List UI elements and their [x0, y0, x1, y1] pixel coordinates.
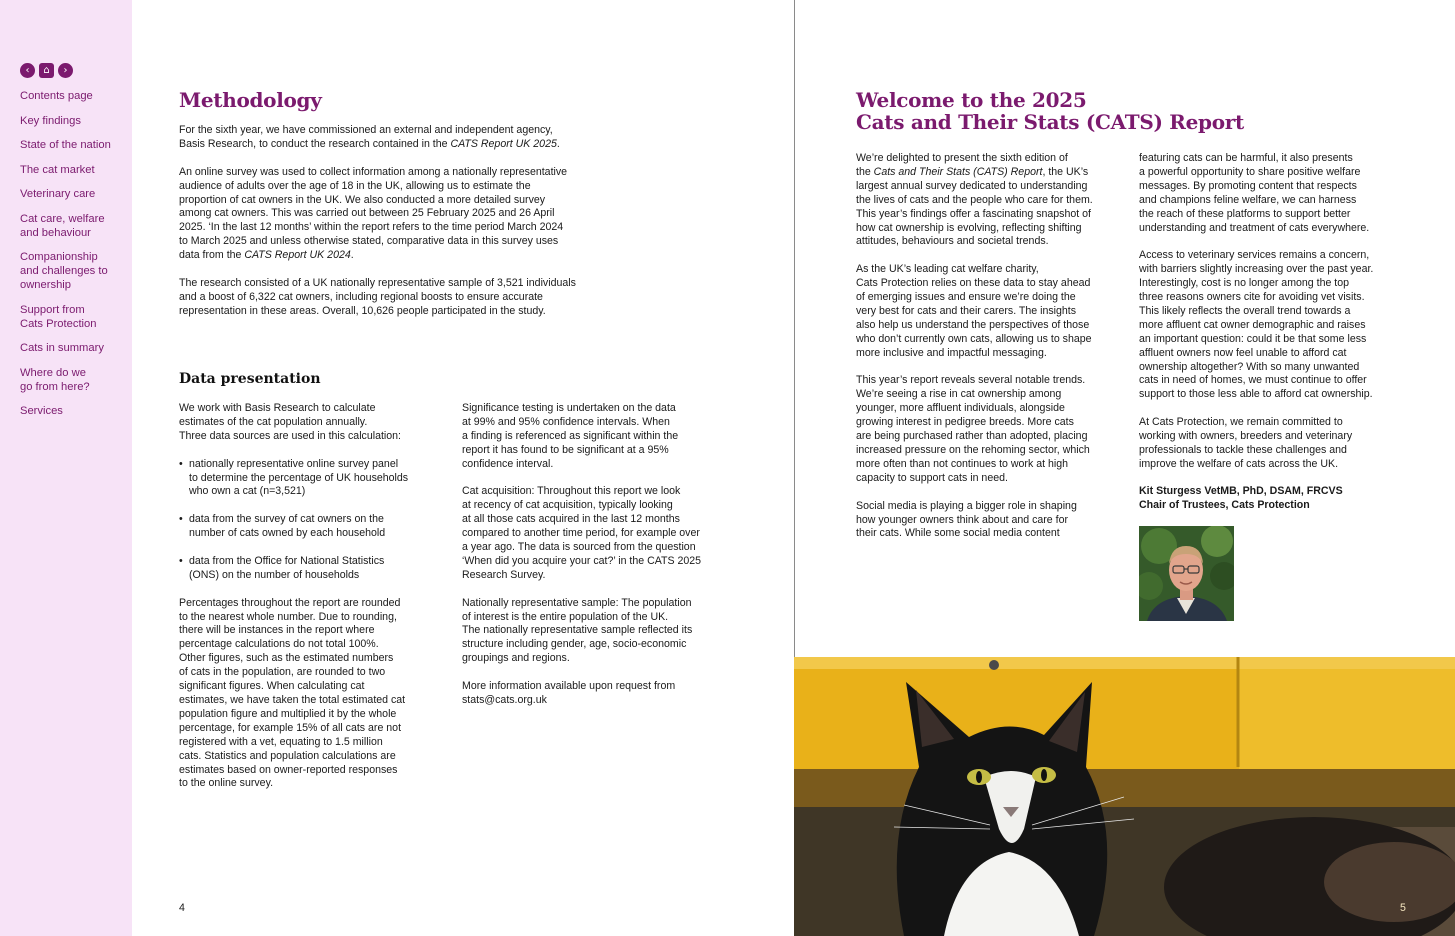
text-run: This year’s report reveals several notable trends. — [856, 374, 1086, 387]
text-run: compared to another time period, for example over — [462, 527, 700, 540]
text-run: Cats and Their Stats (CATS) Report — [856, 110, 1244, 134]
text-run: working with owners, breeders and veterinary — [1139, 430, 1353, 443]
sidebar-nav-label: ownership — [20, 279, 71, 291]
text-run: more affluent cat owner demographic and raises — [1139, 318, 1366, 331]
portrait-photo — [1139, 526, 1234, 621]
text-run: We work with Basis Research to calculate — [179, 402, 376, 414]
sidebar-nav-label: Veterinary care — [20, 188, 96, 200]
paragraph — [1139, 416, 1415, 472]
text-run: of emerging issues and ensure we’re doing the — [856, 291, 1076, 304]
text-run: professionals to tackle these challenges and — [1139, 444, 1347, 456]
sidebar-nav-item[interactable] — [20, 138, 130, 152]
text-run: Significance testing is undertaken on the data — [462, 402, 676, 414]
sidebar-nav-item[interactable] — [20, 341, 130, 355]
text-run: an important question: could it be that some less — [1139, 332, 1367, 345]
text-run: This likely reflects the overall trend towards a — [1139, 304, 1351, 317]
text-run: Research Survey. — [462, 568, 546, 581]
italic-title: CATS Report UK 2024 — [244, 249, 351, 262]
text-run: improve the welfare of cats across the UK. — [1139, 457, 1339, 470]
signature-block — [1139, 485, 1415, 513]
contents-list — [20, 89, 130, 429]
text-run: Access to veterinary services remains a concern, — [1139, 249, 1370, 262]
text-run: a finding is referenced as significant within the — [462, 429, 679, 442]
text-run: and champions feline welfare, we can harness — [1139, 193, 1357, 206]
text-run: a powerful opportunity to share positive welfare — [1139, 165, 1361, 178]
data-presentation-left-column — [179, 402, 444, 791]
text-run: percentage, for example 15% of all cats are not — [179, 721, 402, 734]
sidebar-nav-label: Cats in summary — [20, 342, 104, 354]
text-run: population figure and multiplied it by the whole — [179, 707, 397, 720]
text-run: significant figures. When calculating cat — [179, 680, 365, 693]
sidebar-nav-label: Services — [20, 405, 63, 417]
list-item — [179, 555, 444, 583]
text-run: The nationally representative sample reflected its — [462, 624, 693, 637]
text-run: Nationally representative sample: The population — [462, 596, 692, 609]
paragraph — [179, 166, 639, 263]
text-run: data from the Office for National Statistics — [189, 554, 385, 567]
sidebar-nav-item[interactable] — [20, 187, 130, 201]
text-run: stats@cats.org.uk — [462, 693, 547, 706]
paragraph — [462, 680, 737, 708]
paragraph — [1139, 249, 1415, 402]
text-run: data from the — [179, 249, 245, 262]
text-run: Welcome to the 2025 — [856, 88, 1087, 112]
text-run: three reasons owners cite for avoiding vet visits. — [1139, 291, 1365, 304]
text-run: At Cats Protection, we remain committed to — [1139, 416, 1343, 429]
text-run: Three data sources are used in this calculation: — [179, 429, 402, 442]
text-run: Basis Research, to conduct the research contained in the — [179, 137, 451, 150]
text-run: to March 2025 and unless otherwise stated, comparative data in this survey uses — [179, 235, 559, 248]
text-run: with barriers slightly increasing over the past year. — [1139, 263, 1374, 276]
text-run: As the UK’s leading cat welfare charity, — [856, 263, 1039, 276]
text-run: increased pressure on the rehoming sector, which — [856, 444, 1090, 456]
paragraph — [179, 402, 444, 444]
text-run: the lives of cats and the people who care for them. — [856, 193, 1093, 206]
text-run: younger, more affluent individuals, alongside — [856, 402, 1065, 415]
text-run: representation in these areas. Overall, 10,626 people participated in the study. — [179, 304, 546, 317]
text-run: Interestingly, cost is no longer among the top — [1139, 277, 1350, 290]
text-run: largest annual survey dedicated to understanding — [856, 179, 1088, 192]
paragraph — [856, 263, 1128, 360]
text-run: their cats. While some social media content — [856, 527, 1060, 540]
text-run: support to those less able to afford cat ownership. — [1139, 388, 1373, 401]
sidebar-nav-label: Cats Protection — [20, 317, 97, 330]
text-run: at 99% and 95% confidence intervals. When — [462, 415, 670, 428]
italic-title: Cats and Their Stats (CATS) Report — [873, 165, 1043, 178]
text-run: featuring cats can be harmful, it also presents — [1139, 152, 1353, 164]
sidebar-nav-item[interactable] — [20, 212, 130, 240]
list-item — [179, 513, 444, 541]
text-run: . — [556, 137, 560, 150]
text-run: how younger owners think about and care for — [856, 513, 1069, 526]
text-run: For the sixth year, we have commissioned an external and independent agency, — [179, 124, 553, 136]
paragraph — [856, 500, 1128, 542]
text-run: messages. By promoting content that respects — [1139, 179, 1357, 192]
text-run: how cat ownership is evolving, reflecting shifting — [856, 221, 1082, 234]
text-run: 2025. ‘In the last 12 months’ within the report refers to the time period March 2024 — [179, 221, 564, 234]
sidebar-nav-label: Where do we — [20, 366, 86, 379]
text-run: there will be instances in the report where — [179, 624, 375, 637]
sidebar-nav-item[interactable] — [20, 250, 130, 292]
sidebar-nav-item[interactable] — [20, 114, 130, 128]
text-run: and a boost of 6,322 cat owners, including regional boosts to ensure accurate — [179, 290, 543, 303]
list-item — [179, 458, 444, 500]
text-run: cats. Statistics and population calculations are — [179, 749, 396, 762]
paragraph — [179, 124, 639, 152]
sidebar-nav-label: The cat market — [20, 163, 95, 176]
data-presentation-title: Data presentation — [179, 371, 321, 387]
sidebar-nav-label: Support from — [20, 303, 85, 316]
sidebar-nav-item[interactable] — [20, 366, 130, 394]
text-run: This year’s findings offer a fascinating snapshot of — [856, 207, 1091, 220]
paragraph — [1139, 152, 1415, 235]
text-run: cats in need of homes, we must continue to offer — [1139, 374, 1367, 387]
text-run: number of cats owned by each household — [189, 527, 386, 540]
text-run: confidence interval. — [462, 457, 554, 470]
text-run: the — [856, 165, 874, 178]
text-run: understanding and treatment of cats everywhere. — [1139, 221, 1370, 234]
text-run: very best for cats and their carers. The insights — [856, 304, 1077, 317]
text-run: We’re delighted to present the sixth edition of — [856, 152, 1068, 164]
next-page-icon[interactable]: › — [58, 63, 73, 78]
text-run: of cats in the population, are rounded to two — [179, 666, 386, 679]
text-run: Other figures, such as the estimated numbers — [179, 652, 394, 665]
page-number-left: 4 — [179, 902, 185, 914]
page-4 — [132, 0, 794, 936]
welcome-column-1 — [856, 152, 1128, 541]
text-run: estimates based on owner-reported responses — [179, 763, 398, 776]
sidebar-nav-item[interactable] — [20, 89, 130, 103]
text-run: to determine the percentage of UK households — [189, 471, 409, 484]
text-run: who own a cat (n=3,521) — [189, 485, 306, 498]
text-run: ownership altogether? With so many unwanted — [1139, 360, 1360, 373]
italic-title: CATS Report UK 2025 — [450, 137, 557, 150]
paragraph — [856, 152, 1128, 249]
sidebar-nav-label: Cat care, welfare — [20, 212, 105, 225]
home-icon[interactable]: ⌂ — [39, 63, 54, 78]
sidebar-nav-label: State of the nation — [20, 139, 111, 151]
text-run: structure including gender, age, socio-economic — [462, 638, 687, 651]
text-run: Percentages throughout the report are rounded — [179, 596, 401, 609]
text-run: report it has found to be significant at a 95% — [462, 443, 669, 456]
text-run: affluent owners now feel unable to afford cat — [1139, 346, 1347, 359]
data-presentation-right-column — [462, 402, 737, 708]
text-run: ‘When did you acquire your cat?’ in the CATS 2025 — [462, 554, 702, 567]
text-run: Cat acquisition: Throughout this report we look — [462, 485, 681, 498]
text-run: Social media is playing a bigger role in shaping — [856, 499, 1077, 512]
methodology-body — [179, 124, 639, 319]
paragraph — [462, 402, 737, 472]
text-run: at all those cats acquired in the last 12 months — [462, 513, 680, 526]
text-run: groupings and regions. — [462, 652, 570, 665]
text-run: registered with a vet, equating to 1.5 million — [179, 735, 383, 748]
sidebar-nav-item[interactable] — [20, 163, 130, 177]
text-run: to the online survey. — [179, 777, 274, 790]
paragraph — [856, 374, 1128, 485]
text-run: We’re seeing a rise in cat ownership among — [856, 388, 1062, 401]
page-nav-buttons — [20, 63, 73, 78]
text-run: (ONS) on the number of households — [189, 568, 360, 581]
sidebar-nav-label: go from here? — [20, 380, 90, 393]
cat-photo — [794, 657, 1455, 936]
previous-page-icon[interactable]: ‹ — [20, 63, 35, 78]
sidebar-nav-item[interactable] — [20, 303, 130, 331]
text-run: . — [350, 249, 354, 262]
text-run: percentage calculations do not total 100%. — [179, 638, 379, 651]
text-run: The research consisted of a UK nationally representative sample of 3,521 individuals — [179, 276, 576, 289]
sidebar-navigation — [0, 0, 132, 936]
sidebar-nav-item[interactable] — [20, 404, 130, 418]
paragraph — [462, 597, 737, 667]
welcome-column-2 — [1139, 152, 1415, 472]
text-run: among cat owners. This was carried out between 25 February 2025 and 26 April — [179, 207, 555, 220]
text-run: capacity to support cats in need. — [856, 471, 1008, 484]
text-run: audience of adults over the age of 18 in the UK, allowing us to estimate the — [179, 179, 531, 192]
text-run: Chair of Trustees, Cats Protection — [1139, 498, 1310, 511]
text-run: growing interest in pedigree breeds. More cats — [856, 416, 1074, 429]
text-run: also help us understand the perspectives of those — [856, 318, 1090, 331]
text-run: , the UK’s — [1042, 165, 1089, 178]
text-run: proportion of cat owners in the UK. We also conducted a more detailed survey — [179, 193, 546, 206]
text-run: estimates of the cat population annually. — [179, 415, 368, 428]
paragraph — [179, 597, 444, 792]
text-run: at recency of cat acquisition, typically looking — [462, 499, 673, 512]
page-number-right: 5 — [1400, 902, 1406, 914]
text-run: more often than not continues to work at high — [856, 457, 1069, 470]
text-run: more inclusive and impactful messaging. — [856, 346, 1047, 359]
paragraph — [462, 485, 737, 582]
sidebar-nav-label: Contents page — [20, 90, 93, 102]
text-run: Cats Protection relies on these data to stay ahead — [856, 277, 1091, 290]
text-run: More information available upon request from — [462, 680, 676, 693]
text-run: are being purchased rather than adopted, placing — [856, 430, 1088, 443]
text-run: to the nearest whole number. Due to rounding, — [179, 610, 397, 623]
text-run: nationally representative online survey panel — [189, 457, 399, 470]
text-run: attitudes, behaviours and societal trends. — [856, 235, 1049, 248]
text-run: estimates, we have taken the total estimated cat — [179, 693, 406, 706]
welcome-title — [856, 89, 1416, 133]
data-sources-list — [179, 458, 444, 583]
text-run: Kit Sturgess VetMB, PhD, DSAM, FRCVS — [1139, 485, 1343, 497]
text-run: who don’t currently own cats, allowing us to shape — [856, 332, 1092, 345]
text-run: An online survey was used to collect information among a nationally representative — [179, 165, 568, 178]
sidebar-nav-label: Companionship — [20, 251, 98, 263]
text-run: the reach of these platforms to support better — [1139, 207, 1351, 220]
paragraph — [179, 277, 639, 319]
sidebar-nav-label: and challenges to — [20, 265, 108, 277]
sidebar-nav-label: and behaviour — [20, 226, 91, 239]
text-run: data from the survey of cat owners on the — [189, 513, 384, 526]
methodology-title: Methodology — [179, 88, 322, 112]
text-run: of interest is the entire population of the UK. — [462, 610, 669, 623]
text-run: a year ago. The data is sourced from the question — [462, 541, 696, 554]
sidebar-nav-label: Key findings — [20, 114, 81, 127]
